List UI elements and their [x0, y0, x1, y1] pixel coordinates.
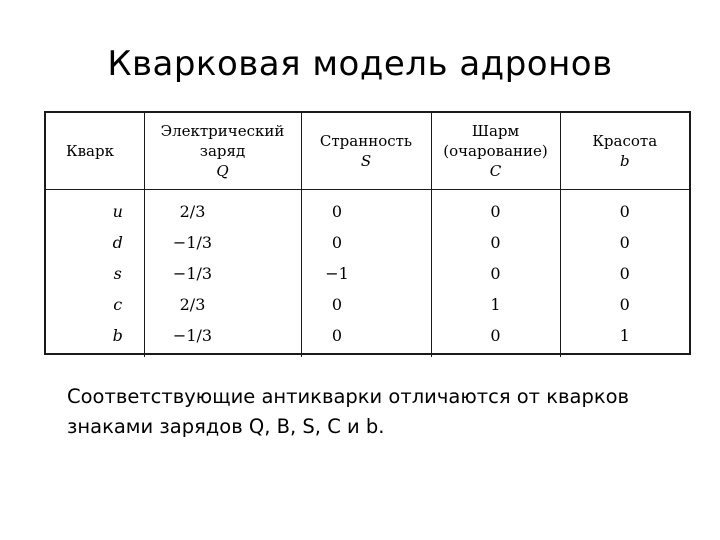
cell-charm: 0 — [431, 258, 560, 289]
cell-charge: −1/3 — [144, 320, 301, 357]
cell-quark: c — [113, 294, 123, 314]
cell-beauty: 1 — [560, 320, 689, 357]
cell-strangeness: 0 — [301, 289, 431, 320]
header-charm-symbol: C — [489, 161, 502, 180]
header-charm — [431, 113, 560, 189]
header-quark — [46, 113, 144, 189]
cell-charm: 0 — [431, 227, 560, 258]
cell-charge: 2/3 — [144, 189, 301, 227]
cell-quark: b — [112, 325, 123, 345]
quark-properties-table — [46, 113, 689, 357]
cell-strangeness: 0 — [301, 320, 431, 357]
header-strangeness-label: Странность — [319, 131, 413, 150]
cell-charge: 2/3 — [144, 289, 301, 320]
cell-strangeness: 0 — [301, 227, 431, 258]
quark-table-container — [44, 111, 691, 355]
cell-strangeness: −1 — [301, 258, 431, 289]
table-row — [46, 258, 689, 289]
header-beauty-label: Красота — [592, 131, 658, 150]
slide-title: Кварковая модель адронов — [107, 44, 613, 84]
table-row — [46, 289, 689, 320]
cell-beauty: 0 — [560, 227, 689, 258]
cell-quark: d — [112, 232, 123, 252]
table-header-row — [46, 113, 689, 189]
table-row — [46, 227, 689, 258]
cell-quark: s — [113, 263, 122, 283]
header-quark-label: Кварк — [66, 141, 114, 160]
cell-beauty: 0 — [560, 258, 689, 289]
header-strangeness-symbol: S — [360, 151, 372, 170]
table-row — [46, 320, 689, 357]
header-charge-symbol: Q — [216, 161, 229, 180]
cell-charm: 0 — [431, 189, 560, 227]
header-beauty-symbol: b — [619, 151, 630, 170]
cell-quark: u — [112, 201, 123, 221]
header-beauty — [560, 113, 689, 189]
header-charm-label: Шарм (очарование) — [443, 121, 548, 160]
antiquark-note: Соответствующие антикварки отличаются от кварков знаками зарядов Q, B, S, C и b. — [67, 385, 630, 438]
table-row — [46, 189, 689, 227]
header-strangeness — [301, 113, 431, 189]
cell-charm: 0 — [431, 320, 560, 357]
header-charge-label: Электрический заряд — [160, 121, 285, 160]
cell-charge: −1/3 — [144, 227, 301, 258]
cell-charge: −1/3 — [144, 258, 301, 289]
cell-beauty: 0 — [560, 289, 689, 320]
cell-beauty: 0 — [560, 189, 689, 227]
header-charge — [144, 113, 301, 189]
cell-charm: 1 — [431, 289, 560, 320]
cell-strangeness: 0 — [301, 189, 431, 227]
